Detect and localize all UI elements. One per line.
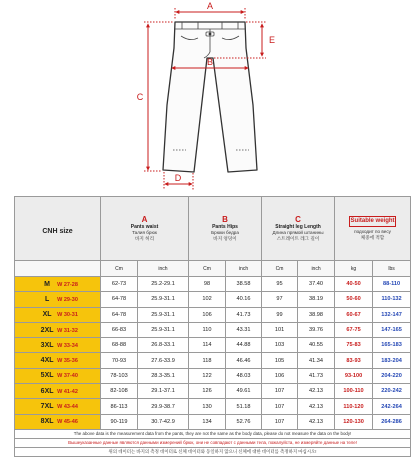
table-header-row xyxy=(15,197,411,261)
note-ru: Вышеуказанные данные являются данными измерений брюк, они не совпадают с данными тела, пожалуйста, не измеряйте данные на теле! xyxy=(15,438,411,447)
size-label: 3XL xyxy=(40,341,54,349)
cell-lbs: 264-286 xyxy=(373,414,411,429)
cell-b-in: 49.61 xyxy=(226,384,262,399)
cell-c-in: 42.13 xyxy=(298,384,335,399)
cell-a-cm: 90-119 xyxy=(101,414,138,429)
waist-size-label: W 33-34 xyxy=(57,342,78,349)
size-label: XL xyxy=(42,311,52,319)
cell-kg: 75-83 xyxy=(335,338,373,353)
cell-c-in: 40.55 xyxy=(298,338,335,353)
note-ru-row xyxy=(15,438,411,447)
cell-a-cm: 82-108 xyxy=(101,384,138,399)
cell-b-cm: 114 xyxy=(189,338,226,353)
cell-c-in: 41.73 xyxy=(298,368,335,383)
note-en: The above data is the measurement data from the pants, they are not the same as the body data, please do not measure the data on the body! xyxy=(15,429,411,438)
table-row xyxy=(15,322,411,337)
unit-cell: inch xyxy=(298,261,335,277)
unit-cell: inch xyxy=(226,261,262,277)
waist-size-label: W 35-36 xyxy=(57,358,78,365)
cell-b-cm: 110 xyxy=(189,322,226,337)
size-cell xyxy=(15,414,101,429)
table-row xyxy=(15,338,411,353)
unit-cell: Cm xyxy=(189,261,226,277)
size-label: M xyxy=(44,280,51,288)
units-empty-cell xyxy=(15,261,101,277)
waist-size-label: W 31-32 xyxy=(57,327,78,334)
cell-b-cm: 118 xyxy=(189,353,226,368)
cell-kg: 93-100 xyxy=(335,368,373,383)
cell-b-cm: 102 xyxy=(189,292,226,307)
cell-c-cm: 107 xyxy=(262,384,298,399)
table-row xyxy=(15,368,411,383)
label-c: C xyxy=(136,92,144,102)
pants-button xyxy=(209,33,212,36)
cell-kg: 110-120 xyxy=(335,399,373,414)
waist-size-label: W 37-40 xyxy=(57,373,78,380)
label-b: B xyxy=(206,57,214,67)
table-row xyxy=(15,307,411,322)
size-label: 4XL xyxy=(40,357,54,365)
cell-a-in: 25.9-31.1 xyxy=(138,307,189,322)
cell-kg: 83-93 xyxy=(335,353,373,368)
cell-b-in: 43.31 xyxy=(226,322,262,337)
cell-b-cm: 98 xyxy=(189,277,226,292)
size-label: 7XL xyxy=(40,403,54,411)
cell-lbs: 165-183 xyxy=(373,338,411,353)
cell-kg: 40-50 xyxy=(335,277,373,292)
size-cell xyxy=(15,277,101,292)
size-cell xyxy=(15,353,101,368)
cell-kg: 50-60 xyxy=(335,292,373,307)
unit-cell: inch xyxy=(138,261,189,277)
size-label: 6XL xyxy=(40,387,54,395)
column-a-header: A Pants waist Талия брюк 바지 허리 xyxy=(101,197,189,261)
cell-b-cm: 134 xyxy=(189,414,226,429)
label-d: D xyxy=(174,173,182,183)
column-b-header: B Pants Hips Брюки бедра 바지 엉덩이 xyxy=(189,197,262,261)
table-row xyxy=(15,384,411,399)
table-row xyxy=(15,399,411,414)
waist-size-label: W 41-42 xyxy=(57,388,78,395)
waist-size-label: W 27-28 xyxy=(57,281,78,288)
cell-c-cm: 107 xyxy=(262,414,298,429)
cell-a-in: 27.6-33.9 xyxy=(138,353,189,368)
cell-lbs: 204-220 xyxy=(373,368,411,383)
table-row xyxy=(15,277,411,292)
cell-a-in: 25.9-31.1 xyxy=(138,292,189,307)
size-cell xyxy=(15,292,101,307)
size-cell xyxy=(15,338,101,353)
note-ko-row xyxy=(15,447,411,456)
cell-lbs: 132-147 xyxy=(373,307,411,322)
cell-b-in: 38.58 xyxy=(226,277,262,292)
weight-header: Suitable weight подходит по весу 체중에 적합 xyxy=(335,197,411,261)
cell-lbs: 242-264 xyxy=(373,399,411,414)
cell-c-cm: 105 xyxy=(262,353,298,368)
pants-measurement-diagram xyxy=(0,0,416,196)
cell-a-in: 25.9-31.1 xyxy=(138,322,189,337)
note-en-row xyxy=(15,429,411,438)
table-body xyxy=(15,277,411,430)
table-row xyxy=(15,292,411,307)
unit-cell: lbs xyxy=(373,261,411,277)
cell-lbs: 110-132 xyxy=(373,292,411,307)
label-e: E xyxy=(268,35,276,45)
cell-c-cm: 95 xyxy=(262,277,298,292)
cell-kg: 67-75 xyxy=(335,322,373,337)
cell-c-in: 38.98 xyxy=(298,307,335,322)
cell-kg: 120-130 xyxy=(335,414,373,429)
cell-b-cm: 126 xyxy=(189,384,226,399)
size-chart-table xyxy=(14,196,411,457)
cell-b-cm: 130 xyxy=(189,399,226,414)
cell-c-cm: 99 xyxy=(262,307,298,322)
cell-lbs: 183-204 xyxy=(373,353,411,368)
cell-a-cm: 64-78 xyxy=(101,292,138,307)
cell-a-cm: 66-83 xyxy=(101,322,138,337)
size-cell xyxy=(15,368,101,383)
cell-c-in: 38.19 xyxy=(298,292,335,307)
note-ko: 위의 데이터는 바지의 측정 데이터로 신체 데이터와 동일하지 않으니 신체에 대한 데이터를 측정하지 마십시오! xyxy=(15,447,411,456)
cell-c-in: 42.13 xyxy=(298,399,335,414)
cell-c-cm: 107 xyxy=(262,399,298,414)
cell-b-in: 46.46 xyxy=(226,353,262,368)
unit-cell: Cm xyxy=(262,261,298,277)
units-row xyxy=(15,261,411,277)
waist-size-label: W 29-30 xyxy=(57,296,78,303)
cell-b-in: 40.16 xyxy=(226,292,262,307)
size-label: 8XL xyxy=(40,418,54,426)
cell-b-in: 44.88 xyxy=(226,338,262,353)
cell-a-cm: 68-88 xyxy=(101,338,138,353)
unit-cell: kg xyxy=(335,261,373,277)
cell-a-cm: 64-78 xyxy=(101,307,138,322)
column-c-header: C Straight leg Length Длина прямой штанины 스트레이트 레그 길이 xyxy=(262,197,335,261)
table-row xyxy=(15,353,411,368)
cell-lbs: 220-242 xyxy=(373,384,411,399)
size-cell xyxy=(15,399,101,414)
cell-a-cm: 86-113 xyxy=(101,399,138,414)
cell-c-in: 37.40 xyxy=(298,277,335,292)
cell-lbs: 147-165 xyxy=(373,322,411,337)
cell-lbs: 88-110 xyxy=(373,277,411,292)
waist-size-label: W 30-31 xyxy=(57,312,78,319)
cell-b-in: 51.18 xyxy=(226,399,262,414)
cell-c-cm: 97 xyxy=(262,292,298,307)
label-a: A xyxy=(206,1,214,11)
cell-a-in: 29.9-38.7 xyxy=(138,399,189,414)
waist-size-label: W 45-46 xyxy=(57,419,78,426)
cell-c-cm: 103 xyxy=(262,338,298,353)
cell-b-cm: 122 xyxy=(189,368,226,383)
cell-c-in: 42.13 xyxy=(298,414,335,429)
size-label: 5XL xyxy=(40,372,54,380)
cell-b-in: 48.03 xyxy=(226,368,262,383)
size-cell xyxy=(15,384,101,399)
size-label: L xyxy=(44,295,50,303)
cell-c-in: 41.34 xyxy=(298,353,335,368)
cell-a-in: 29.1-37.1 xyxy=(138,384,189,399)
cell-c-cm: 106 xyxy=(262,368,298,383)
size-cell xyxy=(15,322,101,337)
table-row xyxy=(15,414,411,429)
unit-cell: Cm xyxy=(101,261,138,277)
size-label: 2XL xyxy=(40,326,54,334)
size-cell xyxy=(15,307,101,322)
cell-b-in: 41.73 xyxy=(226,307,262,322)
cell-kg: 100-110 xyxy=(335,384,373,399)
waist-size-label: W 43-44 xyxy=(57,404,78,411)
cell-a-cm: 78-103 xyxy=(101,368,138,383)
cell-kg: 60-67 xyxy=(335,307,373,322)
cell-b-in: 52.76 xyxy=(226,414,262,429)
cell-b-cm: 106 xyxy=(189,307,226,322)
cell-a-in: 30.7-42.9 xyxy=(138,414,189,429)
cell-a-in: 25.2-29.1 xyxy=(138,277,189,292)
cell-a-cm: 62-73 xyxy=(101,277,138,292)
cell-a-in: 26.8-33.1 xyxy=(138,338,189,353)
cell-a-cm: 70-93 xyxy=(101,353,138,368)
cell-c-cm: 101 xyxy=(262,322,298,337)
cell-a-in: 28.3-35.1 xyxy=(138,368,189,383)
size-header: CNH size xyxy=(15,197,101,261)
cell-c-in: 39.76 xyxy=(298,322,335,337)
